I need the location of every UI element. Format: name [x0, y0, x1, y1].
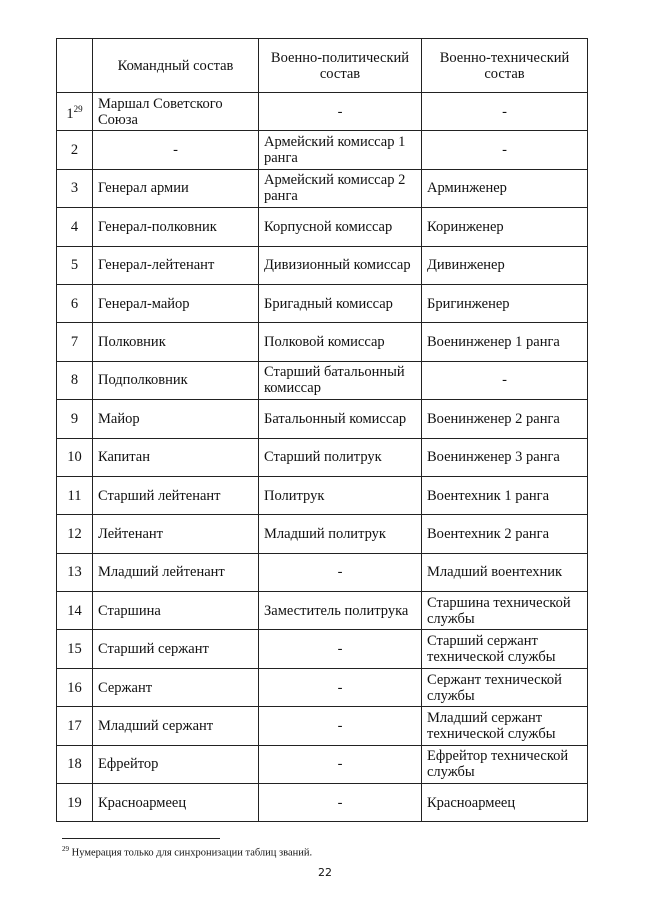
- political-rank: -: [259, 553, 422, 591]
- political-rank: Армейский комиссар 1 ранга: [259, 131, 422, 169]
- command-rank: Генерал-полковник: [93, 208, 259, 246]
- technical-rank: Сержант технической службы: [422, 668, 588, 706]
- row-number: 14: [57, 592, 93, 630]
- row-number: 11: [57, 476, 93, 514]
- technical-rank: Ефрейтор технической службы: [422, 745, 588, 783]
- political-rank: -: [259, 668, 422, 706]
- command-rank: Капитан: [93, 438, 259, 476]
- footnote-divider: [62, 838, 220, 839]
- table-row: [57, 592, 588, 630]
- footnote-mark: 29: [62, 845, 69, 853]
- political-rank: Старший батальонный комиссар: [259, 361, 422, 399]
- technical-rank: Младший воентехник: [422, 553, 588, 591]
- page-number: 22: [318, 866, 332, 879]
- row-number: 17: [57, 707, 93, 745]
- command-rank: Младший лейтенант: [93, 553, 259, 591]
- footnote-text: Нумерация только для синхронизации таблиц званий.: [71, 847, 313, 859]
- table-row: [57, 131, 588, 169]
- command-rank: Генерал армии: [93, 169, 259, 207]
- footnote-ref[interactable]: 29: [73, 104, 83, 115]
- political-rank: Заместитель политрука: [259, 592, 422, 630]
- technical-rank: Красноармеец: [422, 784, 588, 822]
- command-rank: Генерал-майор: [93, 284, 259, 322]
- political-rank: Бригадный комиссар: [259, 284, 422, 322]
- table-header-row: [57, 39, 588, 93]
- table-row: [57, 284, 588, 322]
- technical-rank: Арминженер: [422, 169, 588, 207]
- technical-rank: Военинженер 2 ранга: [422, 400, 588, 438]
- table-row: [57, 169, 588, 207]
- technical-rank: Воентехник 2 ранга: [422, 515, 588, 553]
- technical-rank: -: [422, 361, 588, 399]
- technical-rank: Воентехник 1 ранга: [422, 476, 588, 514]
- row-number: 10: [57, 438, 93, 476]
- command-rank: Подполковник: [93, 361, 259, 399]
- political-rank: Дивизионный комиссар: [259, 246, 422, 284]
- table-row: [57, 476, 588, 514]
- technical-rank: Старшина технической службы: [422, 592, 588, 630]
- technical-rank: Дивинженер: [422, 246, 588, 284]
- column-header: Военно-политический состав: [259, 39, 422, 93]
- political-rank: Младший политрук: [259, 515, 422, 553]
- command-rank: Генерал-лейтенант: [93, 246, 259, 284]
- table-row: [57, 784, 588, 822]
- column-header: [57, 39, 93, 93]
- table-row: [57, 323, 588, 361]
- technical-rank: -: [422, 93, 588, 131]
- command-rank: Лейтенант: [93, 515, 259, 553]
- row-number: 6: [57, 284, 93, 322]
- row-number: 3: [57, 169, 93, 207]
- command-rank: Ефрейтор: [93, 745, 259, 783]
- row-number: 9: [57, 400, 93, 438]
- command-rank: Полковник: [93, 323, 259, 361]
- row-number: 12: [57, 515, 93, 553]
- table-row: [57, 553, 588, 591]
- row-number: 8: [57, 361, 93, 399]
- political-rank: Политрук: [259, 476, 422, 514]
- technical-rank: Военинженер 3 ранга: [422, 438, 588, 476]
- table-row: [57, 668, 588, 706]
- political-rank: -: [259, 784, 422, 822]
- command-rank: Маршал Советского Союза: [93, 93, 259, 131]
- political-rank: -: [259, 745, 422, 783]
- political-rank: Батальонный комиссар: [259, 400, 422, 438]
- command-rank: Майор: [93, 400, 259, 438]
- row-number-value: 1: [66, 106, 74, 123]
- row-number: 16: [57, 668, 93, 706]
- table-row: [57, 438, 588, 476]
- political-rank: -: [259, 707, 422, 745]
- command-rank: Младший сержант: [93, 707, 259, 745]
- table-row: [57, 707, 588, 745]
- technical-rank: Коринженер: [422, 208, 588, 246]
- row-number: [57, 93, 93, 131]
- table-row: [57, 246, 588, 284]
- row-number: 2: [57, 131, 93, 169]
- row-number: 7: [57, 323, 93, 361]
- table-row: [57, 93, 588, 131]
- column-header: Командный состав: [93, 39, 259, 93]
- table-row: [57, 745, 588, 783]
- ranks-table: [56, 38, 588, 822]
- political-rank: Старший политрук: [259, 438, 422, 476]
- political-rank: Корпусной комиссар: [259, 208, 422, 246]
- table-row: [57, 400, 588, 438]
- column-header: Военно-технический состав: [422, 39, 588, 93]
- technical-rank: Военинженер 1 ранга: [422, 323, 588, 361]
- row-number: 19: [57, 784, 93, 822]
- command-rank: Старшина: [93, 592, 259, 630]
- table-row: [57, 515, 588, 553]
- table-row: [57, 361, 588, 399]
- command-rank: Красноармеец: [93, 784, 259, 822]
- technical-rank: Младший сержант технической службы: [422, 707, 588, 745]
- technical-rank: -: [422, 131, 588, 169]
- technical-rank: Старший сержант технической службы: [422, 630, 588, 668]
- political-rank: Полковой комиссар: [259, 323, 422, 361]
- footnote: [62, 845, 312, 859]
- command-rank: -: [93, 131, 259, 169]
- political-rank: -: [259, 630, 422, 668]
- row-number: 15: [57, 630, 93, 668]
- row-number: 18: [57, 745, 93, 783]
- command-rank: Старший лейтенант: [93, 476, 259, 514]
- table-row: [57, 208, 588, 246]
- row-number: 5: [57, 246, 93, 284]
- table-row: [57, 630, 588, 668]
- row-number: 4: [57, 208, 93, 246]
- political-rank: -: [259, 93, 422, 131]
- row-number: 13: [57, 553, 93, 591]
- command-rank: Старший сержант: [93, 630, 259, 668]
- technical-rank: Бригинженер: [422, 284, 588, 322]
- political-rank: Армейский комиссар 2 ранга: [259, 169, 422, 207]
- command-rank: Сержант: [93, 668, 259, 706]
